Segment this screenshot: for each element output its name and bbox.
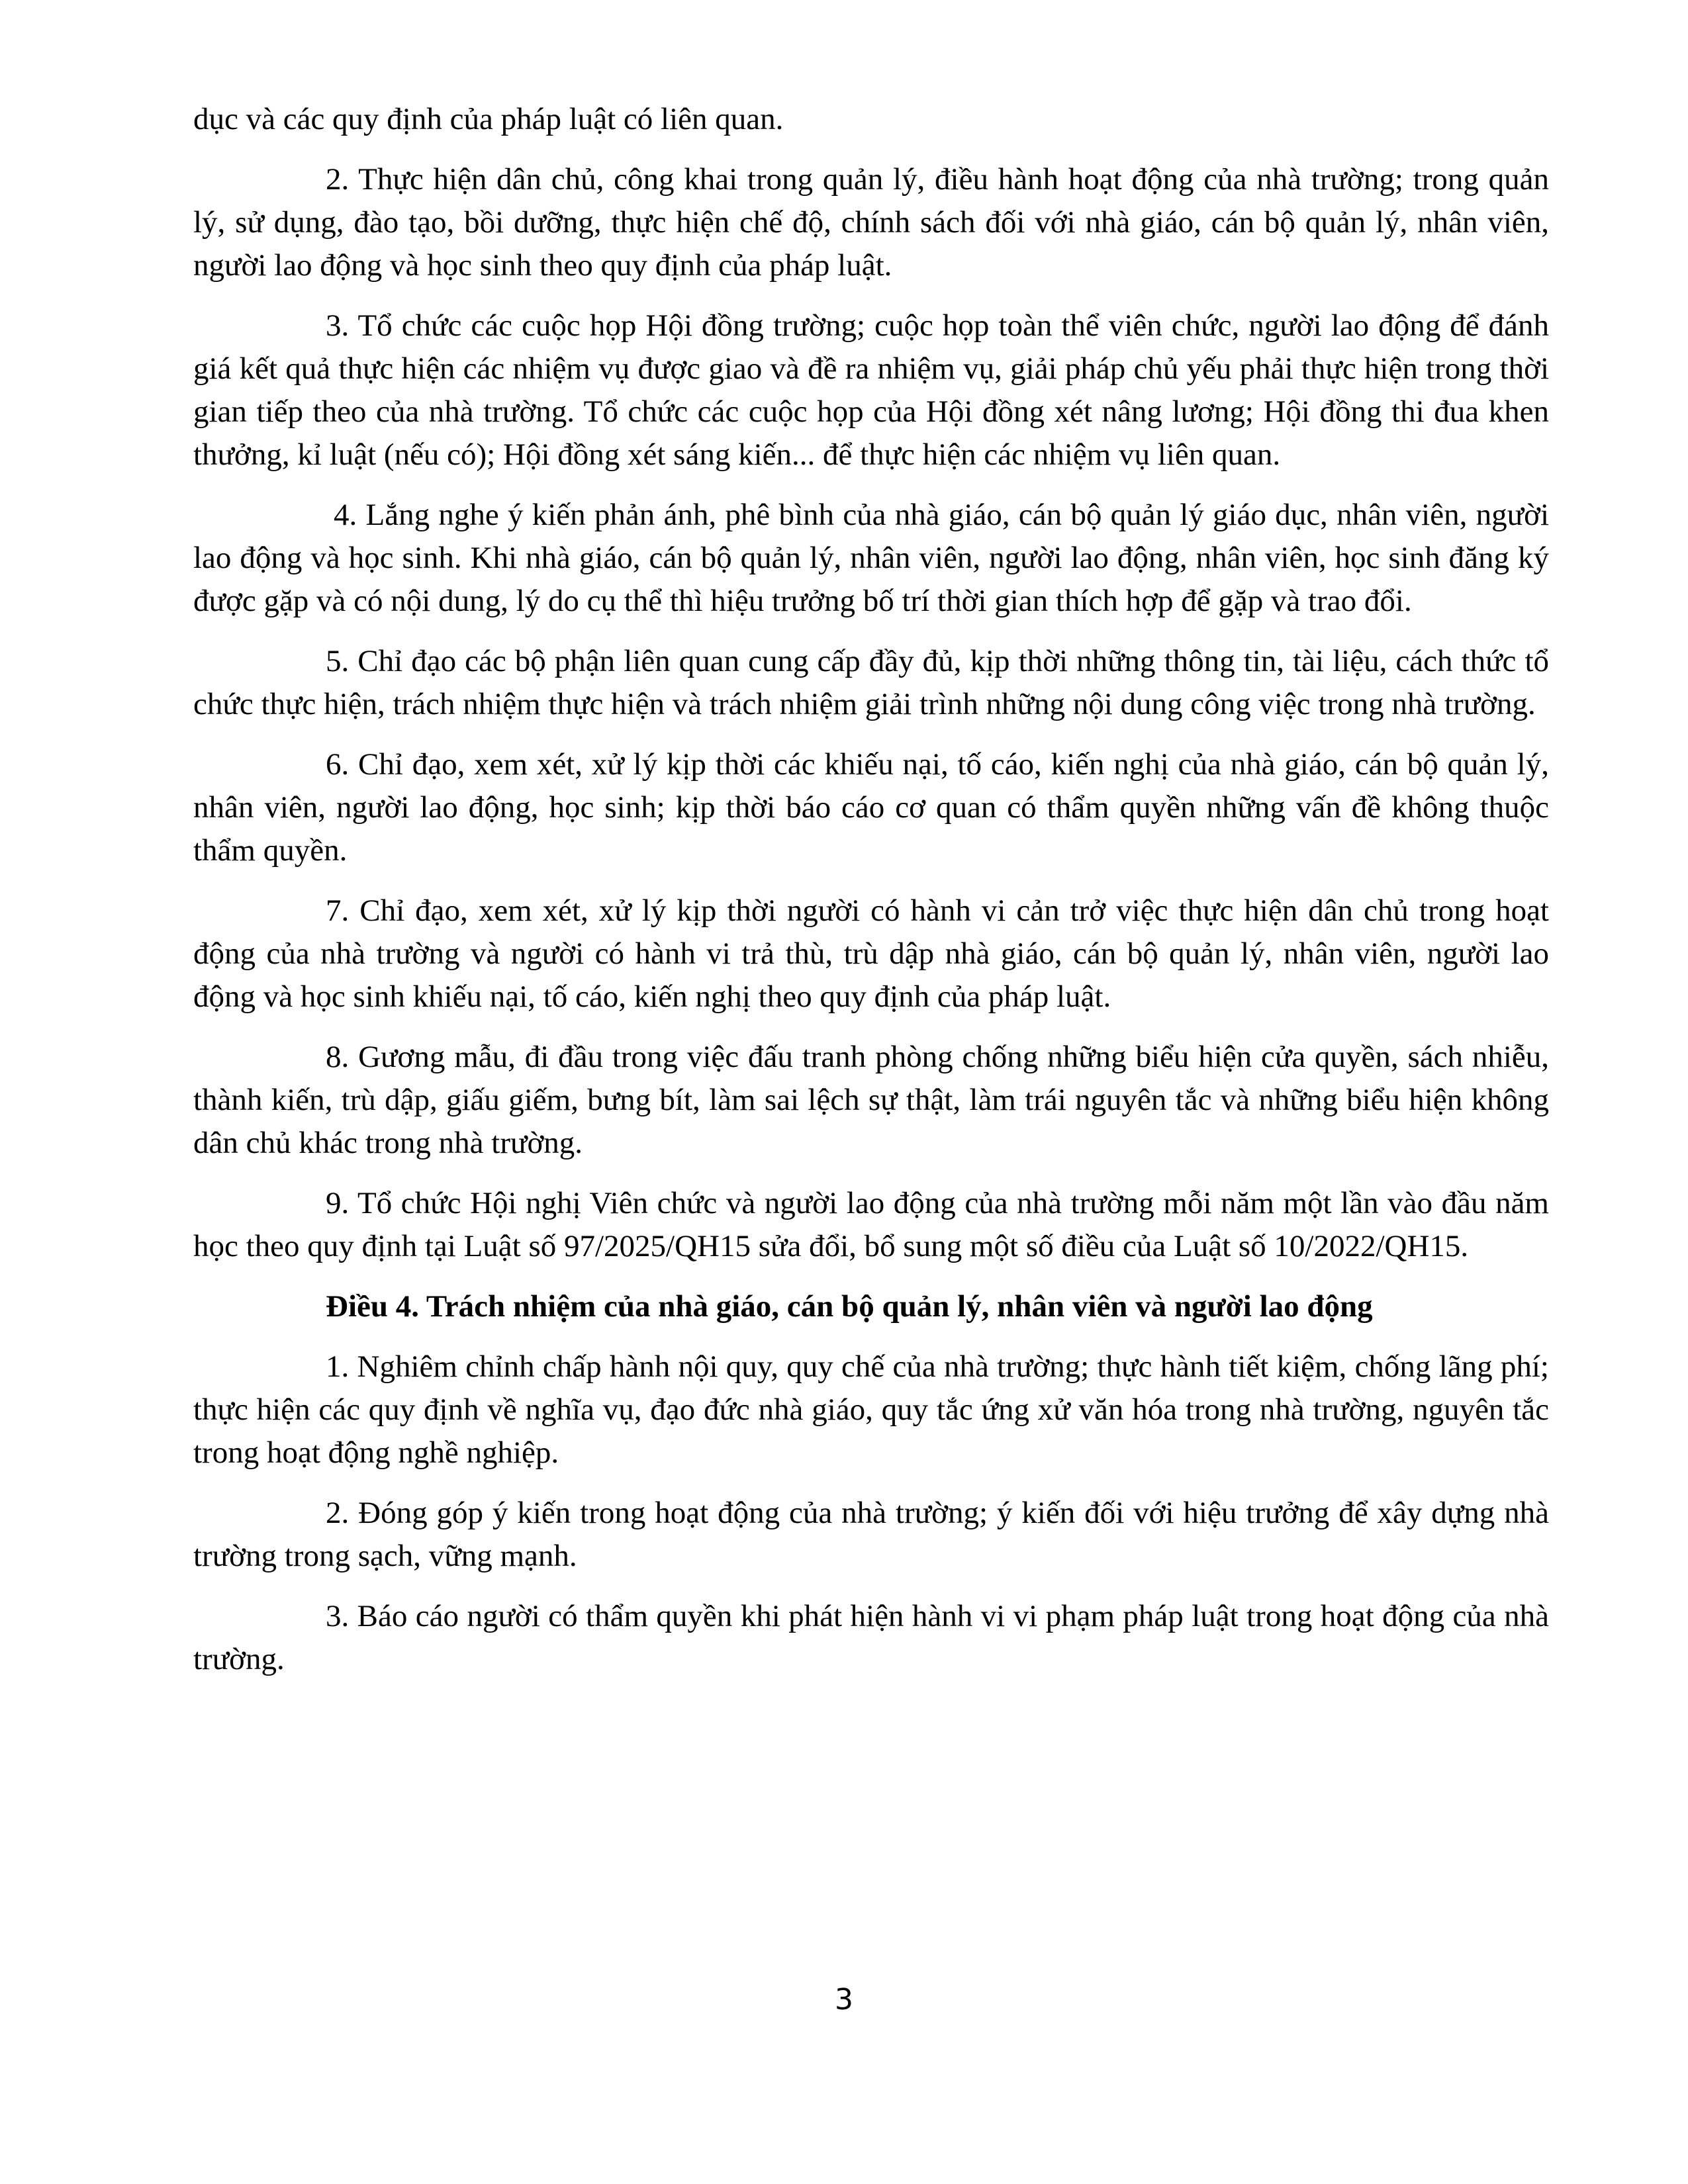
paragraph-item-8: 8. Gương mẫu, đi đầu trong việc đấu tranh phòng chống những biểu hiện cửa quyền, sách nhiễu, thành kiến, trù dập, giấu giếm, bưng bít, làm sai lệch sự thật, làm trái nguyên tắc và những biểu hiện không dân chủ khác trong nhà trường. (193, 1040, 1549, 1160)
article-4-item-2: 2. Đóng góp ý kiến trong hoạt động của nhà trường; ý kiến đối với hiệu trưởng để xây dựng nhà trường trong sạch, vững mạnh. (193, 1496, 1549, 1573)
paragraph-item-6: 6. Chỉ đạo, xem xét, xử lý kịp thời các khiếu nại, tố cáo, kiến nghị của nhà giáo, cán bộ quản lý, nhân viên, người lao động, học sinh; kịp thời báo cáo cơ quan có thẩm quyền những vấn đề không thuộc thẩm quyền. (193, 747, 1549, 868)
article-4-item-1: 1. Nghiêm chỉnh chấp hành nội quy, quy chế của nhà trường; thực hành tiết kiệm, chống lãng phí; thực hiện các quy định về nghĩa vụ, đạo đức nhà giáo, quy tắc ứng xử văn hóa trong nhà trường, nguyên tắc trong hoạt động nghề nghiệp. (193, 1349, 1549, 1470)
paragraph-item-3: 3. Tổ chức các cuộc họp Hội đồng trường; cuộc họp toàn thể viên chức, người lao động để đánh giá kết quả thực hiện các nhiệm vụ được giao và đề ra nhiệm vụ, giải pháp chủ yếu phải thực hiện trong thời gian tiếp theo của nhà trường. Tổ chức các cuộc họp của Hội đồng xét nâng lương; Hội đồng thi đua khen thưởng, kỉ luật (nếu có); Hội đồng xét sáng kiến... để thực hiện các nhiệm vụ liên quan. (193, 308, 1549, 472)
paragraph-item-5: 5. Chỉ đạo các bộ phận liên quan cung cấp đầy đủ, kịp thời những thông tin, tài liệu, cách thức tổ chức thực hiện, trách nhiệm thực hiện và trách nhiệm giải trình những nội dung công việc trong nhà trường. (193, 644, 1549, 721)
page-number: 3 (835, 1983, 853, 2017)
article-4-item-3: 3. Báo cáo người có thẩm quyền khi phát hiện hành vi vi phạm pháp luật trong hoạt động của nhà trường. (193, 1599, 1549, 1676)
paragraph-item-7: 7. Chỉ đạo, xem xét, xử lý kịp thời người có hành vi cản trở việc thực hiện dân chủ trong hoạt động của nhà trường và người có hành vi trả thù, trù dập nhà giáo, cán bộ quản lý, nhân viên, người lao động và học sinh khiếu nại, tố cáo, kiến nghị theo quy định của pháp luật. (193, 893, 1549, 1014)
article-4-heading: Điều 4. Trách nhiệm của nhà giáo, cán bộ quản lý, nhân viên và người lao động (326, 1289, 1373, 1324)
document-page (193, 98, 1549, 1698)
paragraph-item-4: 4. Lắng nghe ý kiến phản ánh, phê bình của nhà giáo, cán bộ quản lý giáo dục, nhân viên, người lao động và học sinh. Khi nhà giáo, cán bộ quản lý, nhân viên, người lao động, nhân viên, học sinh đăng ký được gặp và có nội dung, lý do cụ thể thì hiệu trưởng bố trí thời gian thích hợp để gặp và trao đổi. (193, 498, 1549, 618)
paragraph-item-9: 9. Tổ chức Hội nghị Viên chức và người lao động của nhà trường mỗi năm một lần vào đầu năm học theo quy định tại Luật số 97/2025/QH15 sửa đổi, bổ sung một số điều của Luật số 10/2022/QH15. (193, 1186, 1549, 1263)
paragraph-item-2: 2. Thực hiện dân chủ, công khai trong quản lý, điều hành hoạt động của nhà trường; trong quản lý, sử dụng, đào tạo, bồi dưỡng, thực hiện chế độ, chính sách đối với nhà giáo, cán bộ quản lý, nhân viên, người lao động và học sinh theo quy định của pháp luật. (193, 162, 1549, 283)
paragraph-continuation: dục và các quy định của pháp luật có liên quan. (193, 102, 784, 136)
